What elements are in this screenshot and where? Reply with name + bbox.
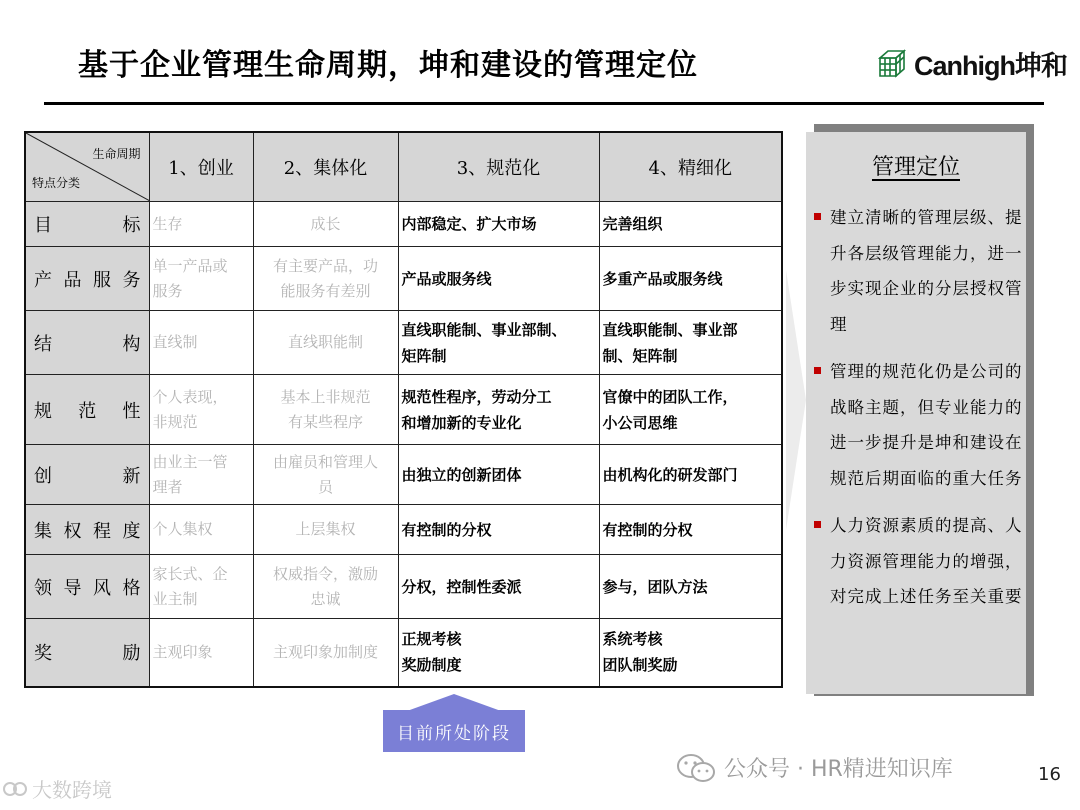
- matrix-cell: [398, 619, 599, 687]
- cell-line: 由雇员和管理人: [272, 452, 378, 471]
- cell-line: 直线职能制: [287, 333, 363, 351]
- cell-line: 分权，控制性委派: [401, 577, 522, 596]
- matrix-cell: [398, 202, 599, 247]
- matrix-cell: [149, 375, 253, 445]
- matrix-cell: [398, 247, 599, 311]
- cell-line: 内部稳定、扩大市场: [401, 215, 537, 233]
- matrix-cell: [149, 505, 253, 555]
- chevron-right-icon: [786, 270, 808, 530]
- matrix-cell: [149, 247, 253, 311]
- matrix-cell: [398, 445, 599, 505]
- matrix-cell: [149, 619, 253, 687]
- current-stage-marker: 目前所处阶段: [383, 710, 525, 752]
- matrix-cell: [253, 505, 398, 555]
- cell-line: 生存: [152, 214, 183, 233]
- row-label: 目 标: [25, 202, 149, 247]
- matrix-corner-cell: [25, 132, 149, 202]
- matrix-cell: [398, 555, 599, 619]
- management-positioning-panel: [806, 132, 1026, 694]
- cell-line: 由业主一管: [152, 452, 228, 471]
- page-title: 基于企业管理生命周期，坤和建设的管理定位: [78, 48, 698, 83]
- cell-line: 服务: [152, 281, 183, 300]
- corner-watermark: [2, 774, 112, 803]
- cell-line: 能服务有差别: [280, 281, 371, 300]
- matrix-cell: [253, 202, 398, 247]
- matrix-row: [25, 445, 782, 505]
- matrix-cell: [253, 619, 398, 687]
- stage-header-1: 1、创业: [149, 132, 253, 202]
- cell-line: 矩阵制: [401, 346, 447, 365]
- matrix-cell: [398, 505, 599, 555]
- cell-line: 由机构化的研发部门: [602, 465, 738, 484]
- stage-header-4: 4、精细化: [599, 132, 782, 202]
- matrix-cell: [599, 445, 782, 505]
- row-label: 产品服务: [25, 247, 149, 311]
- matrix-row: [25, 247, 782, 311]
- cell-line: 主观印象: [152, 642, 213, 661]
- cell-line: 权威指令，激励: [272, 564, 378, 583]
- cell-line: 直线职能制、事业部: [602, 320, 738, 339]
- grid-cube-icon: [874, 48, 910, 80]
- matrix-row: [25, 202, 782, 247]
- cell-line: 个人集权: [152, 520, 213, 538]
- corner-bottom-label: 特点分类: [32, 176, 81, 190]
- row-label: 奖 励: [25, 619, 149, 687]
- cell-line: 多重产品或服务线: [602, 269, 723, 288]
- cell-line: 成长: [310, 214, 341, 233]
- matrix-cell: [599, 202, 782, 247]
- watermark-text: 公众号 · HR精进知识库: [724, 757, 953, 782]
- link-logo-icon: [2, 779, 28, 799]
- panel-title: 管理定位: [871, 155, 960, 180]
- cell-line: 忠诚: [310, 589, 341, 608]
- cell-line: 制、矩阵制: [602, 346, 678, 365]
- stage-header-3: 3、规范化: [398, 132, 599, 202]
- cell-line: 有某些程序: [287, 412, 363, 431]
- panel-bullet: 建立清晰的管理层级、提升各层级管理能力，进一步实现企业的分层授权管理: [812, 200, 1028, 342]
- matrix-row: [25, 375, 782, 445]
- cell-line: 小公司思维: [602, 413, 678, 432]
- matrix-row: [25, 311, 782, 375]
- cell-line: 由独立的创新团体: [401, 465, 522, 484]
- cell-line: 基本上非规范: [280, 387, 371, 406]
- lifecycle-matrix: [24, 131, 783, 688]
- matrix-cell: [253, 555, 398, 619]
- stage-header-2: 2、集体化: [253, 132, 398, 202]
- cell-line: 有控制的分权: [602, 520, 693, 539]
- matrix-cell: [149, 202, 253, 247]
- matrix-cell: [599, 375, 782, 445]
- row-label: 规 范 性: [25, 375, 149, 445]
- page-number: 16: [1038, 764, 1061, 785]
- cell-line: 主观印象加制度: [272, 642, 378, 661]
- cell-line: 业主制: [152, 589, 198, 608]
- matrix-cell: [599, 311, 782, 375]
- company-logo: [874, 44, 1067, 83]
- cell-line: 直线职能制、事业部制、: [401, 320, 567, 339]
- cell-line: 产品或服务线: [401, 269, 492, 288]
- cell-line: 理者: [152, 477, 183, 496]
- matrix-cell: [149, 445, 253, 505]
- matrix-cell: [149, 311, 253, 375]
- matrix-cell: [398, 311, 599, 375]
- cell-line: 员: [317, 477, 333, 496]
- cell-line: 单一产品或: [152, 256, 228, 275]
- matrix-row: [25, 619, 782, 687]
- corner-watermark-text: 大数跨境: [32, 778, 112, 802]
- matrix-cell: [253, 375, 398, 445]
- cell-line: 参与，团队方法: [602, 577, 708, 596]
- cell-line: 完善组织: [602, 215, 663, 233]
- row-label: 结 构: [25, 311, 149, 375]
- corner-top-label: 生命周期: [92, 147, 141, 161]
- cell-line: 规范性程序，劳动分工: [401, 387, 552, 406]
- matrix-cell: [253, 311, 398, 375]
- cell-line: 家长式、企: [152, 564, 228, 583]
- matrix-cell: [149, 555, 253, 619]
- cell-line: 上层集权: [295, 520, 356, 538]
- matrix-cell: [599, 247, 782, 311]
- cell-line: 奖励制度: [401, 656, 462, 675]
- cell-line: 个人表现，: [152, 387, 228, 406]
- panel-bullet: 人力资源素质的提高、人力资源管理能力的增强，对完成上述任务至关重要: [812, 508, 1028, 615]
- matrix-row: [25, 505, 782, 555]
- logo-text: Canhigh坤和: [914, 51, 1067, 81]
- cell-line: 和增加新的专业化: [401, 413, 522, 432]
- matrix-cell: [599, 619, 782, 687]
- cell-line: 正规考核: [401, 630, 462, 649]
- matrix-cell: [599, 505, 782, 555]
- matrix-cell: [599, 555, 782, 619]
- panel-bullet: 管理的规范化仍是公司的战略主题，但专业能力的进一步提升是坤和建设在规范后期面临的重大任务: [812, 354, 1028, 496]
- cell-line: 系统考核: [602, 630, 663, 649]
- row-label: 集权程度: [25, 505, 149, 555]
- wechat-icon: [676, 753, 716, 783]
- title-divider: [44, 102, 1044, 105]
- cell-line: 有控制的分权: [401, 520, 492, 539]
- cell-line: 非规范: [152, 412, 198, 431]
- matrix-body: [25, 202, 782, 687]
- panel-bullet-list: [812, 200, 1028, 627]
- cell-line: 直线制: [152, 333, 198, 351]
- matrix-cell: [398, 375, 599, 445]
- cell-line: 官僚中的团队工作，: [602, 387, 738, 406]
- watermark: [676, 752, 953, 783]
- matrix-cell: [253, 247, 398, 311]
- row-label: 创 新: [25, 445, 149, 505]
- matrix-row: [25, 555, 782, 619]
- cell-line: 团队制奖励: [602, 656, 678, 675]
- cell-line: 有主要产品，功: [272, 256, 378, 275]
- matrix-cell: [253, 445, 398, 505]
- row-label: 领导风格: [25, 555, 149, 619]
